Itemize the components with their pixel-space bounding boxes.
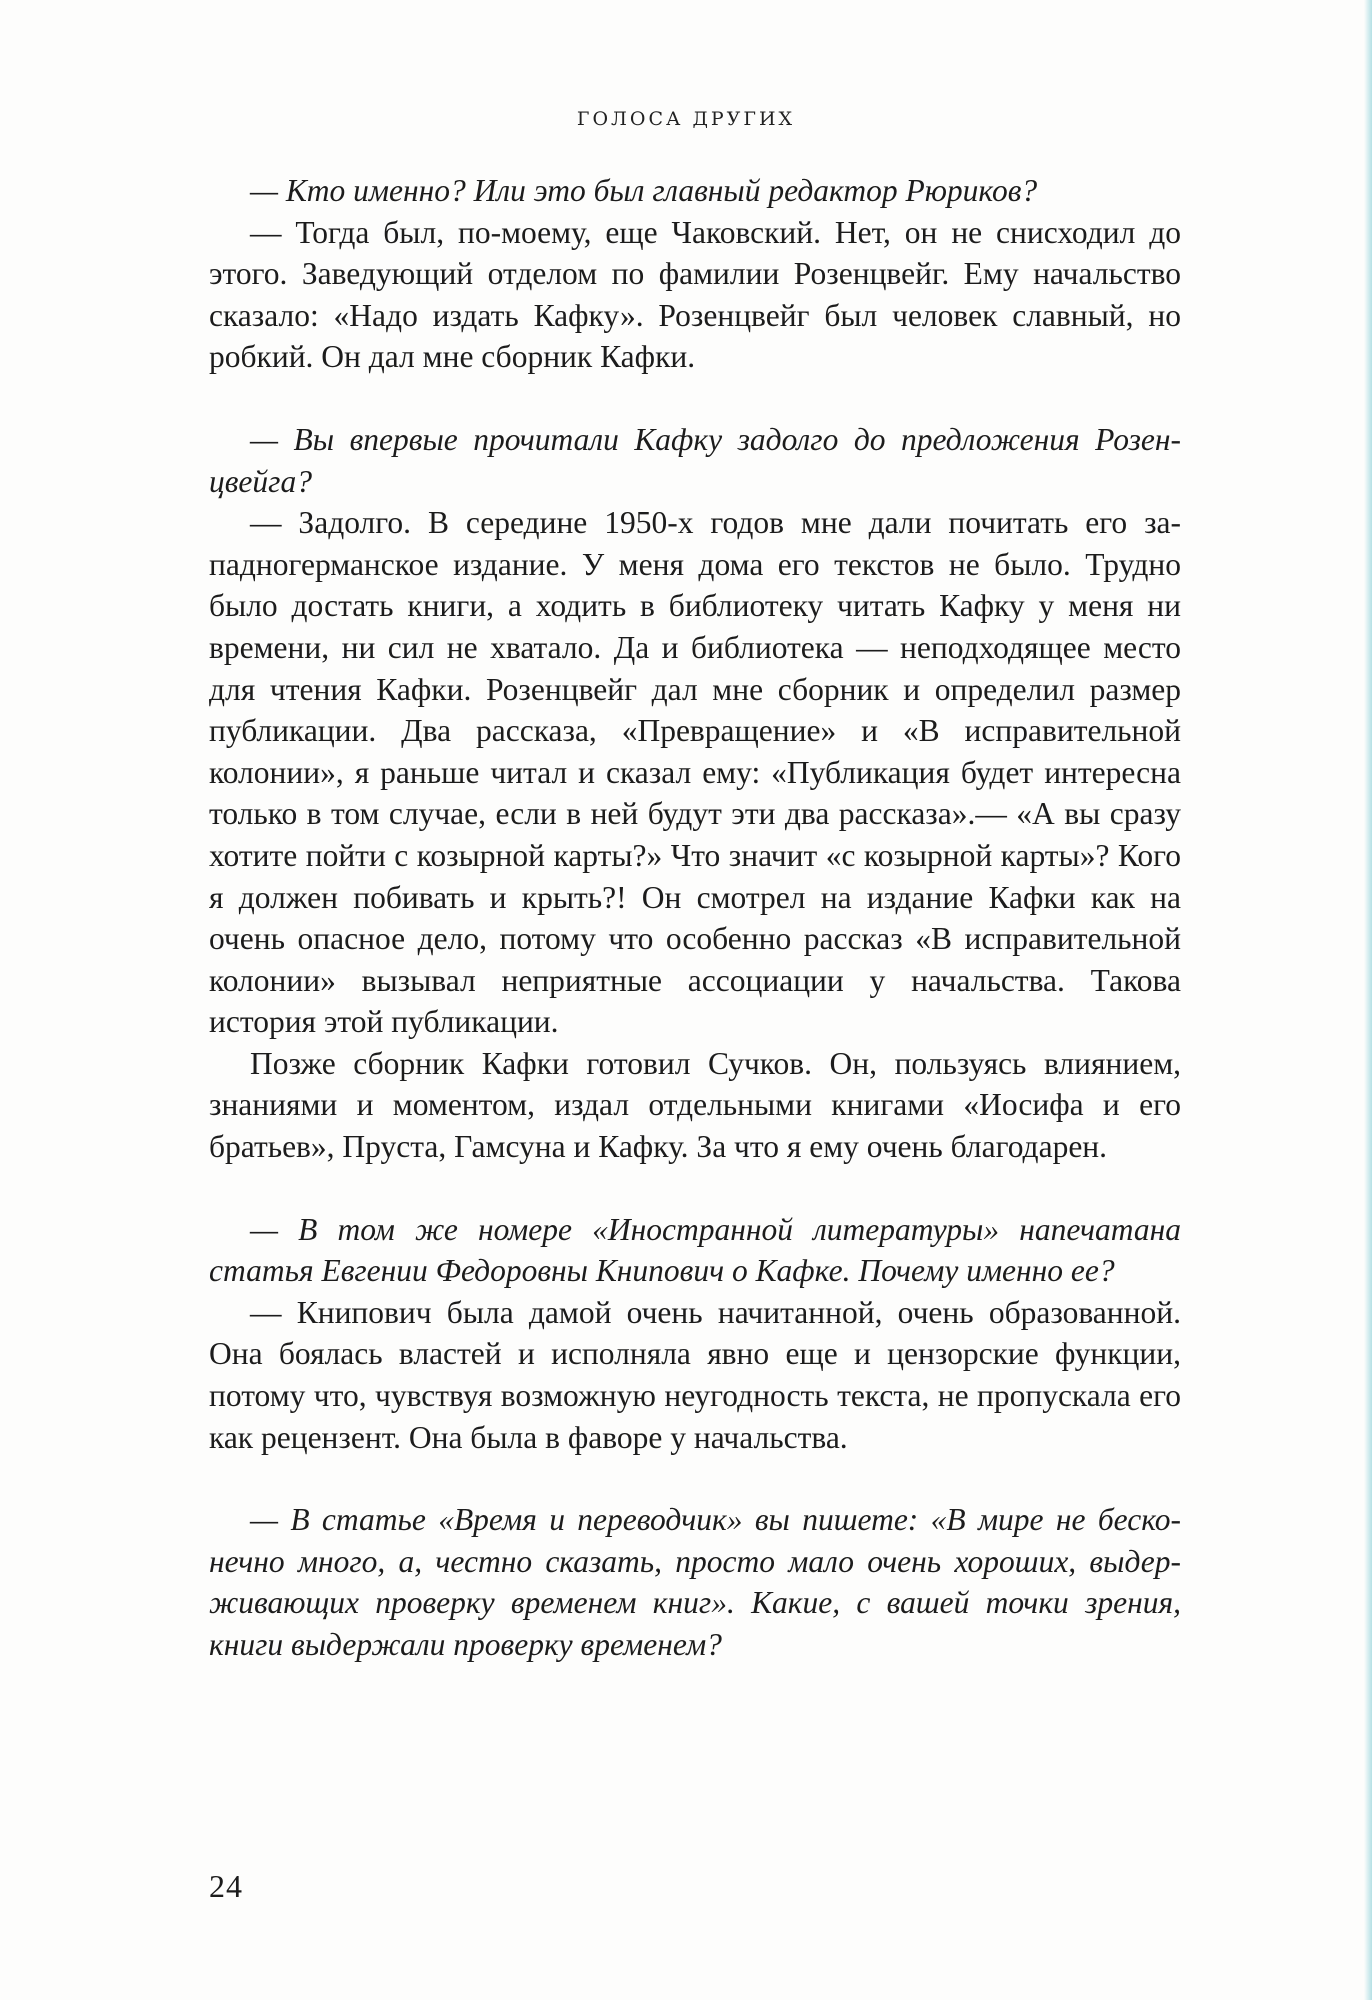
interview-question: — Кто именно? Или это был главный редактор Рюриков? xyxy=(250,173,1038,208)
page-edge-shadow xyxy=(1364,0,1372,2000)
page-body-text xyxy=(209,170,1181,1666)
page-number: 24 xyxy=(209,1868,243,1904)
interview-question: — Вы впервые прочитали Кафку задолго до предложения Розенцвейга? xyxy=(209,421,1181,499)
interview-answer: — Книпович была дамой очень начитанной, очень образованной. Она боялась властей и исполняла явно еще и цензорские функции, потому что, чувствуя возможную неугодность текста, не пропускала его как рецензент. Она была в фаворе у начальства. xyxy=(209,1294,1181,1455)
running-head: ГОЛОСА ДРУГИХ xyxy=(576,108,796,130)
interview-answer-continued: Позже сборник Кафки готовил Сучков. Он, пользуясь влиянием, знаниями и моментом, издал отдельными книгами «Иосифа и его братьев», Пруста, Гамсуна и Кафку. За что я ему очень благодарен. xyxy=(209,1045,1181,1165)
interview-answer: — Тогда был, по-моему, еще Чаковский. Нет, он не снисходил до этого. Заведующий отделом по фамилии Розенцвейг. Ему начальство сказало: «Надо издать Кафку». Розенцвейг был человек славный, но робкий. Он дал мне сборник Кафки. xyxy=(209,214,1181,375)
interview-answer: — Задолго. В середине 1950-х годов мне дали почитать его западногерманское издание. У меня дома его текстов не было. Трудно было достать книги, а ходить в библиотеку читать Кафку у меня ни времени, ни сил не хватало. Да и библиотека — неподходящее место для чтения Кафки. Розенцвейг дал мне сборник и определил размер публикации. Два рассказа, «Превращение» и «В исправительной колонии», я раньше читал и сказал ему: «Публикация будет интересна только в том случае, если в ней будут эти два рассказа».— «А вы сразу хотите пойти с козырной карты?» Что значит «с козырной карты»? Кого я должен побивать и крыть?! Он смотрел на издание Кафки как на очень опасное дело, потому что особенно рассказ «В исправительной колонии» вызывал неприятные ассоциации у начальства. Такова история этой публикации. xyxy=(209,505,1181,1040)
interview-question: — В том же номере «Иностранной литературы» напечатана статья Евгении Федоровны Книпович о Кафке. Почему именно ее? xyxy=(209,1211,1181,1289)
interview-question: — В статье «Время и переводчик» вы пишете: «В мире не бесконечно много, а, честно сказать, просто мало очень хороших, выдерживающих проверку временем книг». Какие, с вашей точки зрения, книги выдержали проверку временем? xyxy=(209,1502,1181,1662)
